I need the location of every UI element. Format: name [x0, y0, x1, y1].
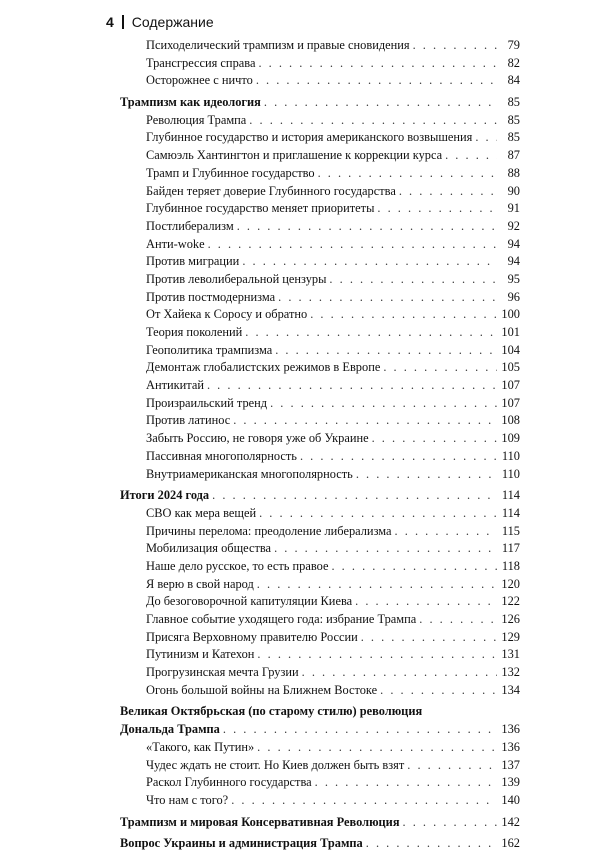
toc-subentry[interactable] [120, 664, 520, 682]
dot-leader [256, 72, 497, 90]
toc-entry-page: 114 [501, 505, 520, 520]
toc-subentry[interactable] [120, 112, 520, 130]
toc-entry-title: Революция Трампа [146, 112, 247, 127]
toc-subentry[interactable] [120, 218, 520, 236]
toc-entry-page: 85 [507, 130, 520, 145]
header-divider [122, 15, 124, 29]
dot-leader [249, 112, 497, 130]
toc-entry-title: До безоговорочной капитуляции Киева [146, 594, 353, 609]
toc-entry-title: Геополитика трампизма [146, 342, 273, 357]
toc-entry-title: Анти-woke [146, 236, 205, 251]
toc-subentry[interactable] [120, 72, 520, 90]
toc-entry-title: Что нам с того? [146, 792, 229, 807]
dot-leader [258, 55, 497, 73]
toc-subentry[interactable] [120, 271, 520, 289]
dot-leader [278, 289, 497, 307]
toc-subentry[interactable] [120, 236, 520, 254]
dot-leader [372, 430, 497, 448]
toc-subentry[interactable] [120, 611, 520, 629]
toc-subentry[interactable] [120, 55, 520, 73]
toc-entry-page: 91 [507, 201, 520, 216]
toc-entry-page: 120 [501, 576, 520, 591]
toc-entry-page: 129 [501, 629, 520, 644]
toc-entry-title: Теория поколений [146, 325, 243, 339]
toc-section-entry[interactable] [120, 703, 520, 721]
dot-leader [413, 37, 497, 55]
dot-leader [245, 324, 497, 342]
dot-leader [274, 540, 497, 558]
toc-entry-page: 82 [507, 55, 520, 70]
toc-entry-title: Трампизм и мировая Консервативная Революция [120, 814, 400, 829]
toc-entry-page: 107 [501, 395, 520, 410]
dot-leader [208, 236, 497, 254]
toc-entry-page: 84 [507, 73, 520, 88]
toc-subentry[interactable] [120, 629, 520, 647]
dot-leader [318, 165, 497, 183]
toc-entry-title: Самюэль Хантингтон и приглашение к коррекции курса [146, 148, 443, 163]
toc-entry-title: Вопрос Украины и администрация Трампа [120, 836, 363, 851]
toc-entry-title: Глубинное государство и история американского возвышения [146, 130, 473, 145]
toc-subentry[interactable] [120, 739, 520, 757]
toc-entry-title: Осторожнее с ничто [146, 73, 253, 88]
dot-leader [264, 94, 497, 112]
toc-section-entry[interactable] [120, 721, 520, 739]
toc-entry-page: 101 [501, 325, 520, 339]
toc-entry-page: 110 [501, 448, 520, 463]
toc-entry-page: 87 [507, 148, 520, 163]
toc-entry-page: 104 [501, 342, 520, 357]
toc-entry-title: Дональда Трампа [120, 722, 220, 737]
toc-entry-title: Я верю в свой народ [146, 576, 254, 591]
toc-subentry[interactable] [120, 558, 520, 576]
toc-entry-title: Присяга Верховному правителю России [146, 629, 358, 644]
toc-entry-title: Трамп и Глубинное государство [146, 165, 315, 180]
toc-subentry[interactable] [120, 523, 520, 541]
toc-entry-title: Пассивная многополярность [146, 448, 297, 463]
toc-entry-title: Огонь большой войны на Ближнем Востоке [146, 682, 378, 697]
toc-entry-page: 115 [501, 523, 520, 538]
toc-subentry[interactable] [120, 359, 520, 377]
dot-leader [212, 487, 497, 505]
toc-subentry[interactable] [120, 505, 520, 523]
toc-subentry[interactable] [120, 37, 520, 55]
toc-entry-page: 142 [501, 814, 520, 829]
toc-entry-page: 88 [507, 165, 520, 180]
toc-entry-page: 96 [507, 289, 520, 304]
toc-entry-page: 134 [501, 682, 520, 697]
toc-subentry[interactable] [120, 377, 520, 395]
toc-entry-title: СВО как мера вещей [146, 505, 257, 520]
toc-entry-title: Антикитай [146, 378, 204, 393]
toc-entry-page: 85 [507, 95, 520, 110]
dot-leader [259, 505, 497, 523]
toc-entry-title: Байден теряет доверие Глубинного государства [146, 183, 396, 198]
toc-entry-page: 90 [507, 183, 520, 198]
toc-subentry[interactable] [120, 165, 520, 183]
toc-entry-page: 117 [501, 541, 520, 556]
dot-leader [257, 646, 497, 664]
toc-entry-title: Мобилизация общества [146, 541, 272, 556]
toc-entry-page: 85 [507, 112, 520, 127]
toc-subentry[interactable] [120, 576, 520, 594]
toc-subentry[interactable] [120, 430, 520, 448]
toc-subentry[interactable] [120, 792, 520, 810]
dot-leader [257, 739, 497, 757]
dot-leader [361, 629, 497, 647]
dot-leader [257, 576, 497, 594]
toc-entry-page: 137 [501, 757, 520, 772]
toc-entry-title: Великая Октябрьская (по старому стилю) революция [120, 704, 423, 719]
dot-leader [399, 183, 497, 201]
toc-entry-title: Прогрузинская мечта Грузии [146, 665, 299, 680]
dot-leader [207, 377, 497, 395]
toc-entry-title: Причины перелома: преодоление либерализма [146, 523, 392, 538]
dot-leader [377, 200, 497, 218]
dot-leader [275, 342, 497, 360]
toc-entry-title: Трансгрессия справа [146, 55, 256, 70]
toc-entry-title: Забыть Россию, не говоря уже об Украине [146, 431, 369, 446]
toc-entry-title: Против латинос [146, 413, 231, 428]
toc-subentry[interactable] [120, 757, 520, 775]
toc-entry-title: Произраильский тренд [146, 395, 268, 410]
toc-entry-title: Итоги 2024 года [120, 488, 210, 503]
toc-entry-page: 140 [501, 792, 520, 807]
toc-entry-page: 94 [507, 254, 520, 269]
dot-leader [231, 792, 497, 810]
dot-leader [475, 129, 497, 147]
toc-entry-title: Главное событие уходящего года: избрание Трампа [146, 612, 417, 626]
toc-subentry[interactable] [120, 466, 520, 484]
dot-leader [366, 835, 497, 853]
toc-entry-page: 100 [501, 307, 520, 322]
dot-leader [329, 271, 497, 289]
toc-entry-page: 126 [501, 612, 520, 626]
toc-entry-title: Постлиберализм [146, 218, 234, 233]
toc-entry-page: 108 [501, 413, 520, 428]
toc-entry-page: 110 [501, 466, 520, 481]
toc-entry-title: От Хайека к Соросу и обратно [146, 307, 308, 322]
dot-leader [403, 814, 497, 832]
toc-entry-title: Путинизм и Катехон [146, 647, 255, 662]
dot-leader [302, 664, 497, 682]
dot-leader [395, 523, 497, 541]
toc-subentry[interactable] [120, 253, 520, 271]
toc-subentry[interactable] [120, 646, 520, 664]
dot-leader [300, 448, 497, 466]
toc-entry-title: Внутриамериканская многополярность [146, 466, 353, 481]
dot-leader [419, 611, 497, 629]
toc-section-entry[interactable] [120, 835, 520, 853]
table-of-contents [120, 37, 520, 853]
toc-subentry[interactable] [120, 395, 520, 413]
toc-entry-page: 118 [501, 558, 520, 573]
dot-leader [383, 359, 497, 377]
toc-entry-page: 109 [501, 431, 520, 446]
toc-section-entry[interactable] [120, 94, 520, 112]
dot-leader [331, 558, 497, 576]
toc-entry-page: 139 [501, 775, 520, 790]
toc-entry-title: Трампизм как идеология [120, 95, 261, 110]
dot-leader [237, 218, 497, 236]
toc-subentry[interactable] [120, 129, 520, 147]
toc-subentry[interactable] [120, 183, 520, 201]
toc-subentry[interactable] [120, 147, 520, 165]
toc-section-entry[interactable] [120, 814, 520, 832]
toc-entry-title: «Такого, как Путин» [146, 739, 255, 754]
toc-entry-page: 136 [501, 722, 520, 737]
toc-entry-page: 79 [507, 38, 520, 52]
toc-entry-page: 92 [507, 218, 520, 233]
dot-leader [315, 774, 497, 792]
toc-entry-page: 114 [501, 488, 520, 503]
toc-entry-title: Против миграции [146, 254, 240, 269]
toc-entry-page: 105 [501, 360, 520, 375]
dot-leader [380, 682, 497, 700]
running-title: Содержание [131, 14, 214, 30]
toc-entry-title: Наше дело русское, то есть правое [146, 558, 329, 573]
dot-leader [355, 593, 497, 611]
toc-entry-title: Раскол Глубинного государства [146, 775, 312, 790]
toc-entry-title: Психоделический трампизм и правые сновидения [146, 38, 410, 52]
toc-entry-page: 107 [501, 378, 520, 393]
dot-leader [223, 721, 497, 739]
dot-leader [407, 757, 497, 775]
toc-subentry[interactable] [120, 289, 520, 307]
toc-subentry[interactable] [120, 540, 520, 558]
toc-subentry[interactable] [120, 774, 520, 792]
toc-subentry[interactable] [120, 593, 520, 611]
toc-subentry[interactable] [120, 200, 520, 218]
dot-leader [270, 395, 497, 413]
toc-entry-page: 132 [501, 665, 520, 680]
toc-entry-title: Чудес ждать не стоит. Но Киев должен быть взят [146, 757, 405, 772]
toc-entry-title: Против постмодернизма [146, 289, 276, 304]
toc-section-entry[interactable] [120, 487, 520, 505]
toc-subentry[interactable] [120, 306, 520, 324]
toc-subentry[interactable] [120, 412, 520, 430]
dot-leader [233, 412, 497, 430]
dot-leader [356, 466, 497, 484]
dot-leader [310, 306, 497, 324]
toc-entry-title: Против леволиберальной цензуры [146, 271, 327, 286]
toc-entry-page: 94 [507, 236, 520, 251]
toc-entry-title: Демонтаж глобалистских режимов в Европе [146, 360, 381, 375]
toc-subentry[interactable] [120, 324, 520, 342]
toc-entry-page: 131 [501, 647, 520, 662]
toc-entry-title: Глубинное государство меняет приоритеты [146, 201, 375, 216]
toc-subentry[interactable] [120, 448, 520, 466]
toc-entry-page: 136 [501, 739, 520, 754]
running-header [106, 14, 214, 30]
dot-leader [445, 147, 497, 165]
toc-entry-page: 162 [501, 836, 520, 851]
toc-subentry[interactable] [120, 682, 520, 700]
dot-leader [242, 253, 497, 271]
toc-subentry[interactable] [120, 342, 520, 360]
toc-entry-page: 95 [507, 271, 520, 286]
toc-entry-page: 122 [501, 594, 520, 609]
page-number: 4 [106, 14, 114, 30]
